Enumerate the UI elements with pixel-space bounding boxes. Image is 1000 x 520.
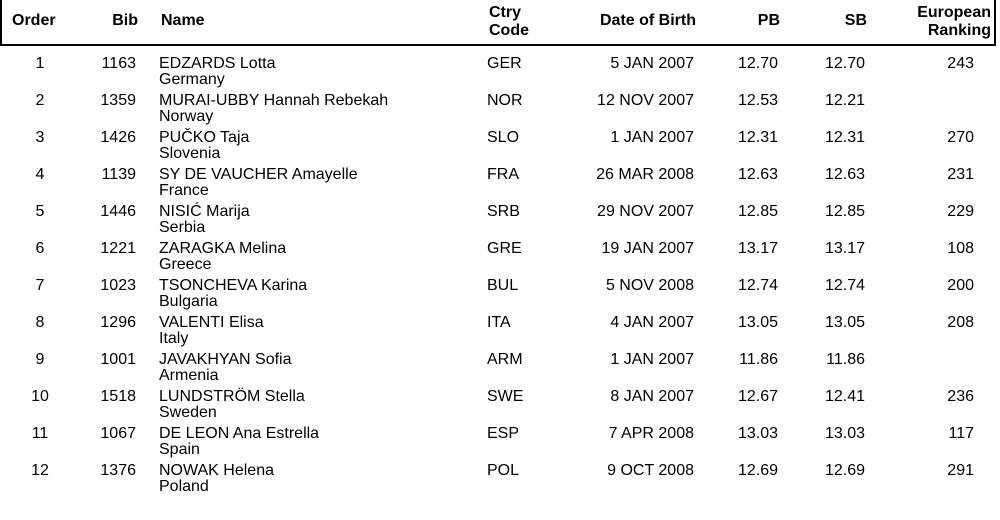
cell-dob: 29 NOV 2007: [597, 203, 694, 220]
header-rank-line1: European: [917, 4, 991, 21]
cell-order: 1: [35, 55, 45, 72]
header-ctry-code: [489, 4, 529, 40]
cell-dob: 12 NOV 2007: [597, 92, 694, 109]
cell-bib: 1426: [100, 129, 136, 146]
cell-bib: 1023: [100, 277, 136, 294]
cell-ranking: 291: [947, 462, 974, 479]
cell-ctry-code: ARM: [487, 351, 523, 368]
cell-country-name: Germany: [159, 71, 225, 88]
cell-ranking: 108: [947, 240, 974, 257]
cell-ranking: 208: [947, 314, 974, 331]
cell-sb: 12.74: [824, 277, 865, 294]
cell-country-name: Serbia: [159, 219, 206, 236]
cell-dob: 26 MAR 2008: [596, 166, 694, 183]
cell-order: 6: [35, 240, 45, 257]
cell-order: 12: [31, 462, 49, 479]
cell-country-name: France: [159, 182, 209, 199]
table-row: [0, 389, 1000, 426]
cell-name: ZARAGKA Melina: [159, 240, 287, 257]
cell-dob: 1 JAN 2007: [610, 351, 694, 368]
cell-dob: 5 NOV 2008: [605, 277, 694, 294]
cell-order: 11: [31, 425, 49, 442]
table-row: [0, 130, 1000, 167]
cell-bib: 1001: [100, 351, 136, 368]
cell-dob: 5 JAN 2007: [610, 55, 694, 72]
cell-name: NOWAK Helena: [159, 462, 274, 479]
cell-name: SY DE VAUCHER Amayelle: [159, 166, 358, 183]
cell-bib: 1067: [100, 425, 136, 442]
cell-ranking: 200: [947, 277, 974, 294]
cell-name: DE LEON Ana Estrella: [159, 425, 320, 442]
cell-name: JAVAKHYAN Sofia: [159, 351, 292, 368]
cell-ctry-code: SLO: [487, 129, 520, 146]
cell-ranking: 117: [948, 425, 974, 442]
cell-pb: 12.31: [737, 129, 778, 146]
cell-sb: 13.03: [824, 425, 865, 442]
cell-bib: 1446: [100, 203, 136, 220]
cell-order: 9: [35, 351, 45, 368]
cell-ctry-code: POL: [487, 462, 520, 479]
cell-ctry-code: NOR: [487, 92, 523, 109]
cell-order: 7: [35, 277, 45, 294]
cell-order: 8: [35, 314, 45, 331]
header-dob: Date of Birth: [600, 12, 696, 29]
cell-name: MURAI-UBBY Hannah Rebekah: [159, 92, 389, 109]
cell-dob: 19 JAN 2007: [601, 240, 694, 257]
cell-country-name: Slovenia: [159, 145, 221, 162]
cell-country-name: Italy: [159, 330, 189, 347]
cell-sb: 12.41: [824, 388, 865, 405]
cell-dob: 1 JAN 2007: [610, 129, 694, 146]
header-order: Order: [12, 12, 56, 29]
cell-ctry-code: BUL: [487, 277, 519, 294]
cell-country-name: Greece: [159, 256, 212, 273]
cell-sb: 13.05: [824, 314, 865, 331]
cell-country-name: Armenia: [159, 367, 219, 384]
cell-dob: 7 APR 2008: [608, 425, 694, 442]
cell-pb: 13.03: [737, 425, 778, 442]
cell-bib: 1221: [100, 240, 136, 257]
cell-country-name: Spain: [159, 441, 200, 458]
cell-pb: 12.74: [737, 277, 778, 294]
header-rank-line2: Ranking: [927, 22, 991, 39]
cell-ctry-code: ITA: [487, 314, 511, 331]
cell-dob: 9 OCT 2008: [607, 462, 694, 479]
table-row: [0, 204, 1000, 241]
cell-ctry-code: SWE: [487, 388, 524, 405]
cell-bib: 1296: [100, 314, 136, 331]
cell-ranking: 243: [947, 55, 974, 72]
cell-ranking: 229: [947, 203, 974, 220]
cell-ctry-code: SRB: [487, 203, 520, 220]
cell-order: 2: [35, 92, 45, 109]
header-pb: PB: [757, 12, 780, 29]
cell-order: 5: [35, 203, 45, 220]
table-row: [0, 241, 1000, 278]
cell-country-name: Sweden: [159, 404, 217, 421]
table-header: [0, 0, 996, 46]
cell-pb: 12.69: [737, 462, 778, 479]
cell-sb: 11.86: [826, 351, 865, 368]
cell-sb: 12.31: [824, 129, 865, 146]
cell-name: NISIĆ Marija: [159, 203, 250, 220]
header-bib: Bib: [112, 12, 138, 29]
cell-ranking: 236: [947, 388, 974, 405]
table-row: [0, 93, 1000, 130]
cell-pb: 13.17: [737, 240, 778, 257]
cell-pb: 12.70: [737, 55, 778, 72]
cell-ctry-code: GER: [487, 55, 522, 72]
cell-name: VALENTI Elisa: [159, 314, 264, 331]
cell-name: EDZARDS Lotta: [159, 55, 276, 72]
cell-pb: 12.53: [737, 92, 778, 109]
cell-sb: 13.17: [824, 240, 865, 257]
cell-sb: 12.70: [824, 55, 865, 72]
cell-order: 3: [35, 129, 45, 146]
cell-bib: 1163: [101, 55, 136, 72]
header-sb: SB: [844, 12, 867, 29]
table-row: [0, 278, 1000, 315]
cell-sb: 12.69: [824, 462, 865, 479]
cell-pb: 12.63: [737, 166, 778, 183]
cell-pb: 13.05: [737, 314, 778, 331]
table-row: [0, 426, 1000, 463]
cell-dob: 8 JAN 2007: [610, 388, 694, 405]
cell-pb: 11.86: [739, 351, 778, 368]
cell-bib: 1376: [100, 462, 136, 479]
cell-ctry-code: FRA: [487, 166, 519, 183]
cell-dob: 4 JAN 2007: [610, 314, 694, 331]
cell-ranking: 270: [947, 129, 974, 146]
cell-country-name: Poland: [159, 478, 209, 495]
table-row: [0, 315, 1000, 352]
cell-name: TSONCHEVA Karina: [159, 277, 308, 294]
cell-bib: 1139: [101, 166, 136, 183]
header-european-ranking: [887, 4, 991, 40]
cell-sb: 12.21: [824, 92, 865, 109]
header-ctry-line1: Ctry: [489, 4, 522, 21]
cell-pb: 12.85: [737, 203, 778, 220]
cell-order: 4: [35, 166, 45, 183]
cell-order: 10: [31, 388, 49, 405]
cell-ctry-code: ESP: [487, 425, 520, 442]
table-row: [0, 167, 1000, 204]
cell-name: LUNDSTRÖM Stella: [159, 388, 305, 405]
cell-country-name: Bulgaria: [159, 293, 218, 310]
header-name: Name: [161, 12, 205, 29]
header-ctry-line2: Code: [489, 22, 529, 39]
table-row: [0, 352, 1000, 389]
table-row: [0, 463, 1000, 500]
cell-sb: 12.85: [824, 203, 865, 220]
table-row: [0, 56, 1000, 93]
cell-name: PUČKO Taja: [159, 129, 250, 146]
cell-ctry-code: GRE: [487, 240, 522, 257]
cell-bib: 1359: [100, 92, 136, 109]
cell-sb: 12.63: [824, 166, 865, 183]
cell-pb: 12.67: [737, 388, 778, 405]
cell-ranking: 231: [947, 166, 974, 183]
cell-country-name: Norway: [159, 108, 214, 125]
cell-bib: 1518: [100, 388, 136, 405]
